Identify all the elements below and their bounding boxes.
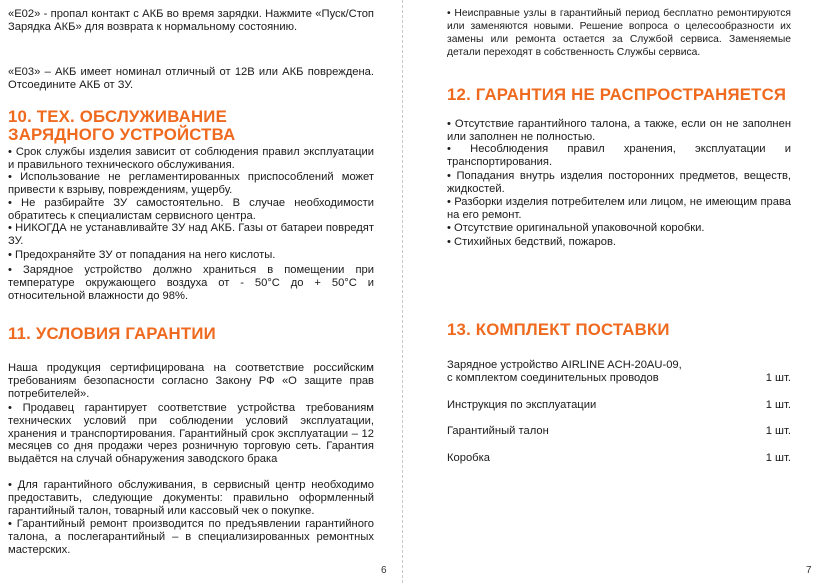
section10-item: • Зарядное устройство должно храниться в помещении при температуре окружающего воздуха от - 50°C до + 50°C и относительной влажности до 98%. xyxy=(8,264,374,302)
section11-title: 11. УСЛОВИЯ ГАРАНТИИ xyxy=(8,324,216,343)
section12-item: • Разборки изделия потребителем или лицом, не имеющим права на его ремонт. xyxy=(447,196,791,221)
error-e02-text: «E02» - пропал контакт с АКБ во время зарядки. Нажмите «Пуск/Стоп Зарядка АКБ» для возврата к нормальному состоянию. xyxy=(8,8,374,33)
section11-item: • Для гарантийного обслуживания, в сервисный центр необходимо предоставить, следующие документы: правильно оформленный гарантийный талон, товарный или кассовый чек о покупке. xyxy=(8,479,374,517)
page-divider xyxy=(402,0,403,583)
section12-item: • Отсутствие гарантийного талона, а также, если он не заполнен или заполнен не полностью. xyxy=(447,118,791,143)
section11-item: • Гарантийный ремонт производится по предъявлении гарантийного талона, а послегарантийный – в специализированных ремонтных мастерских. xyxy=(8,518,374,556)
kit-item-name: Инструкция по эксплуатации xyxy=(447,399,597,411)
kit-item xyxy=(447,359,791,387)
section10-item: • НИКОГДА не устанавливайте ЗУ над АКБ. Газы от батареи повредят ЗУ. xyxy=(8,222,374,247)
right-top-paragraph: • Неисправные узлы в гарантийный период бесплатно ремонтируются или заменяются новыми. Решение вопроса о целесообразности их замены или ремонта остается за Службой сервиса. Заменяемые детали переходят в собственность Службы сервиса. xyxy=(447,8,791,58)
section12-title: 12. ГАРАНТИЯ НЕ РАСПРОСТРАНЯЕТСЯ xyxy=(447,85,787,104)
error-e03-text: «E03» – АКБ имеет номинал отличный от 12В или АКБ повреждена. Отсоедините АКБ от ЗУ. xyxy=(8,66,374,91)
section12-item: • Отсутствие оригинальной упаковочной коробки. xyxy=(447,222,705,234)
section10-item: • Не разбирайте ЗУ самостоятельно. В случае необходимости обратитесь к специалистам сервисного центра. xyxy=(8,197,374,222)
kit-item-qty: 1 шт. xyxy=(765,425,791,437)
kit-item-name: Коробка xyxy=(447,452,490,464)
section10-title-line1: 10. ТЕХ. ОБСЛУЖИВАНИЕ xyxy=(8,107,227,126)
kit-item-qty: 1 шт. xyxy=(765,372,791,384)
section10-title-line2: ЗАРЯДНОГО УСТРОЙСТВА xyxy=(8,125,236,144)
kit-item-qty: 1 шт. xyxy=(765,452,791,464)
page-number-right: 7 xyxy=(806,565,812,576)
section10-item: • Использование не регламентированных приспособлений может привести к взрыву, повреждениям, ущербу. xyxy=(8,171,374,196)
section11-item: • Продавец гарантирует соответствие устройства требованиям технических условий при соблюдении условий эксплуатации, хранения и транспортирования. Гарантийный срок эксплуатации – 12 месяцев со дня продажи через розничную торговую сеть. Гарантия выдаётся на случай обнаружения заводского брака xyxy=(8,402,374,466)
section13-title: 13. КОМПЛЕКТ ПОСТАВКИ xyxy=(447,320,670,339)
kit-item-name: Гарантийный талон xyxy=(447,425,549,437)
kit-item-name xyxy=(447,359,747,385)
kit-item-name-line2: с комплектом соединительных проводов xyxy=(447,372,659,384)
section12-item: • Стихийных бедствий, пожаров. xyxy=(447,236,617,248)
section10-item: • Предохраняйте ЗУ от попадания на него кислоты. xyxy=(8,249,276,261)
section10-item: • Срок службы изделия зависит от соблюдения правил эксплуатации и правильного технического обслуживания. xyxy=(8,146,374,171)
page-number-left: 6 xyxy=(381,565,387,576)
kit-item-name-line1: Зарядное устройство AIRLINE ACH-20AU-09, xyxy=(447,359,682,371)
section11-intro: Наша продукция сертифицирована на соответствие российским требованиям безопасности согласно Закону РФ «О защите прав потребителей». xyxy=(8,362,374,400)
section12-item: • Попадания внутрь изделия посторонних предметов, веществ, жидкостей. xyxy=(447,170,791,195)
section12-item: • Несоблюдения правил хранения, эксплуатации и транспортирования. xyxy=(447,143,791,168)
kit-item-qty: 1 шт. xyxy=(765,399,791,411)
